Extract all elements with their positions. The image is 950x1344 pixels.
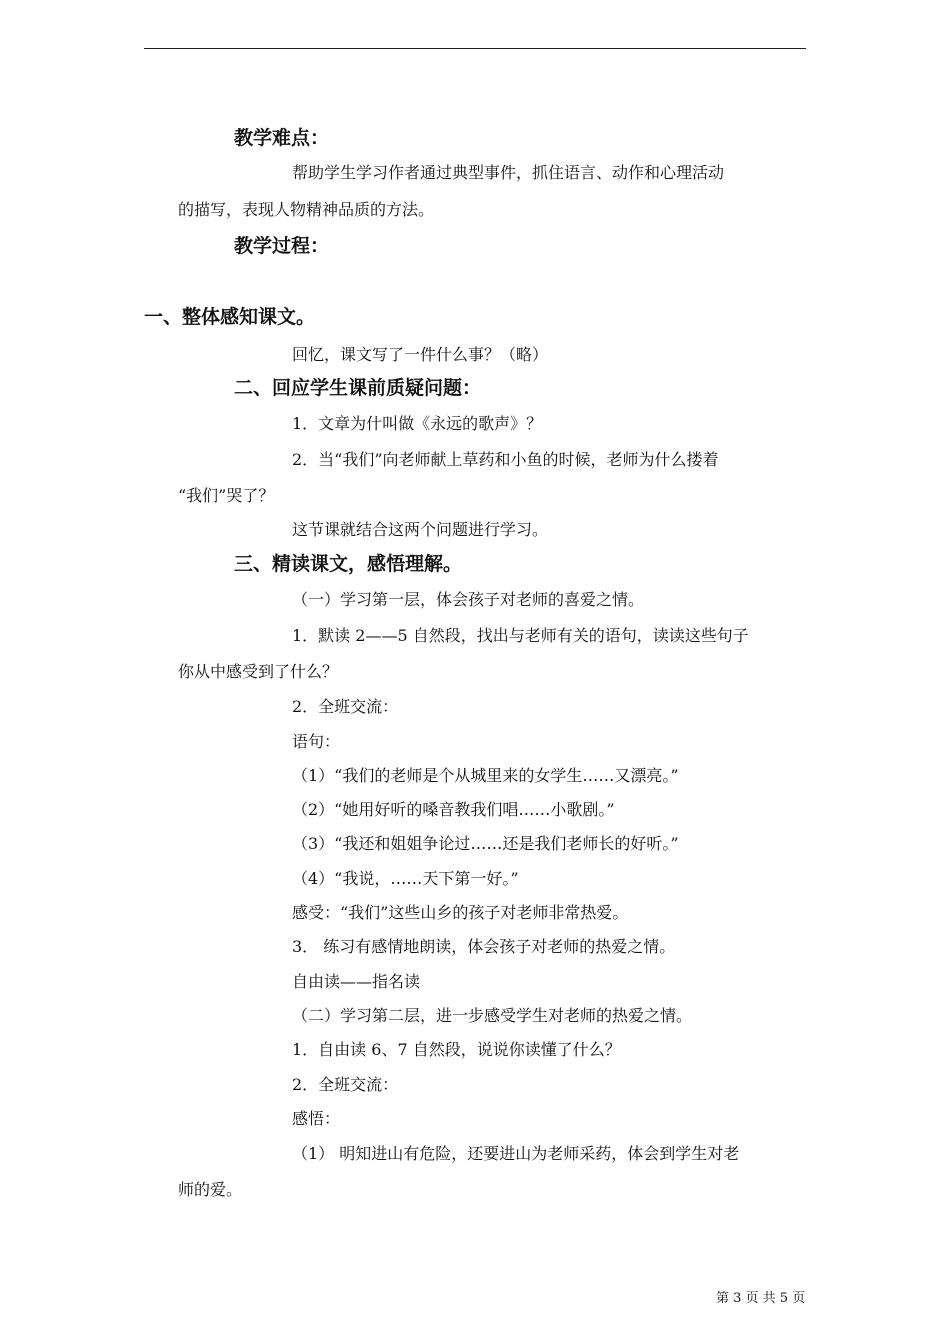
- insight-label: 感悟：: [292, 1109, 341, 1128]
- difficulty-title: 教学难点：: [234, 127, 330, 149]
- feeling-1: 感受：“我们”这些山乡的孩子对老师非常热爱。: [292, 903, 629, 922]
- part2-question2-line1: 2．当“我们”向老师献上草药和小鱼的时候，老师为什么搂着: [292, 450, 719, 469]
- process-title: 教学过程：: [234, 235, 330, 257]
- difficulty-line2: 的描写，表现人物精神品质的方法。: [178, 200, 435, 219]
- layer1-step1-line2: 你从中感受到了什么？: [178, 662, 339, 681]
- part1-title: 一、整体感知课文。: [144, 306, 316, 328]
- page-number: 第 3 页 共 5 页: [716, 1291, 806, 1306]
- sentence-1: （1）“我们的老师是个从城里来的女学生……又漂亮。”: [292, 766, 679, 785]
- part2-question2-line2: “我们”哭了？: [178, 486, 275, 505]
- part2-question1: 1．文章为什叫做《永远的歌声》？: [292, 414, 543, 433]
- part3-title: 三、精读课文，感悟理解。: [234, 553, 463, 575]
- sentence-2: （2）“她用好听的嗓音教我们唱……小歌剧。”: [292, 800, 615, 819]
- part1-text: 回忆，课文写了一件什么事？（略）: [292, 345, 549, 364]
- difficulty-line1: 帮助学生学习作者通过典型事件，抓住语言、动作和心理活动: [292, 163, 725, 182]
- part2-note: 这节课就结合这两个问题进行学习。: [292, 520, 549, 539]
- sentence-3: （3）“我还和姐姐争论过……还是我们老师长的好听。”: [292, 834, 679, 853]
- insight1-line2: 师的爱。: [178, 1180, 243, 1199]
- layer1-title: （一）学习第一层，体会孩子对老师的喜爱之情。: [292, 590, 645, 609]
- part2-title: 二、回应学生课前质疑问题：: [234, 377, 482, 399]
- insight1-line1: （1） 明知进山有危险，还要进山为老师采药，体会到学生对老: [292, 1144, 740, 1163]
- sentence-4: （4）“我说，……天下第一好。”: [292, 869, 519, 888]
- layer2-title: （二）学习第二层，进一步感受学生对老师的热爱之情。: [292, 1006, 693, 1025]
- layer2-step2: 2．全班交流：: [292, 1075, 399, 1094]
- layer2-step1: 1．自由读 6、7 自然段，说说你读懂了什么？: [292, 1040, 621, 1059]
- layer1-step3: 3． 练习有感情地朗读，体会孩子对老师的热爱之情。: [292, 937, 676, 956]
- sentences-label: 语句：: [292, 732, 341, 751]
- header-rule: [144, 48, 806, 49]
- layer1-step1-line1: 1．默读 2——5 自然段，找出与老师有关的语句，读读这些句子: [292, 626, 749, 645]
- reading-mode: 自由读——指名读: [292, 972, 421, 991]
- layer1-step2: 2．全班交流：: [292, 697, 399, 716]
